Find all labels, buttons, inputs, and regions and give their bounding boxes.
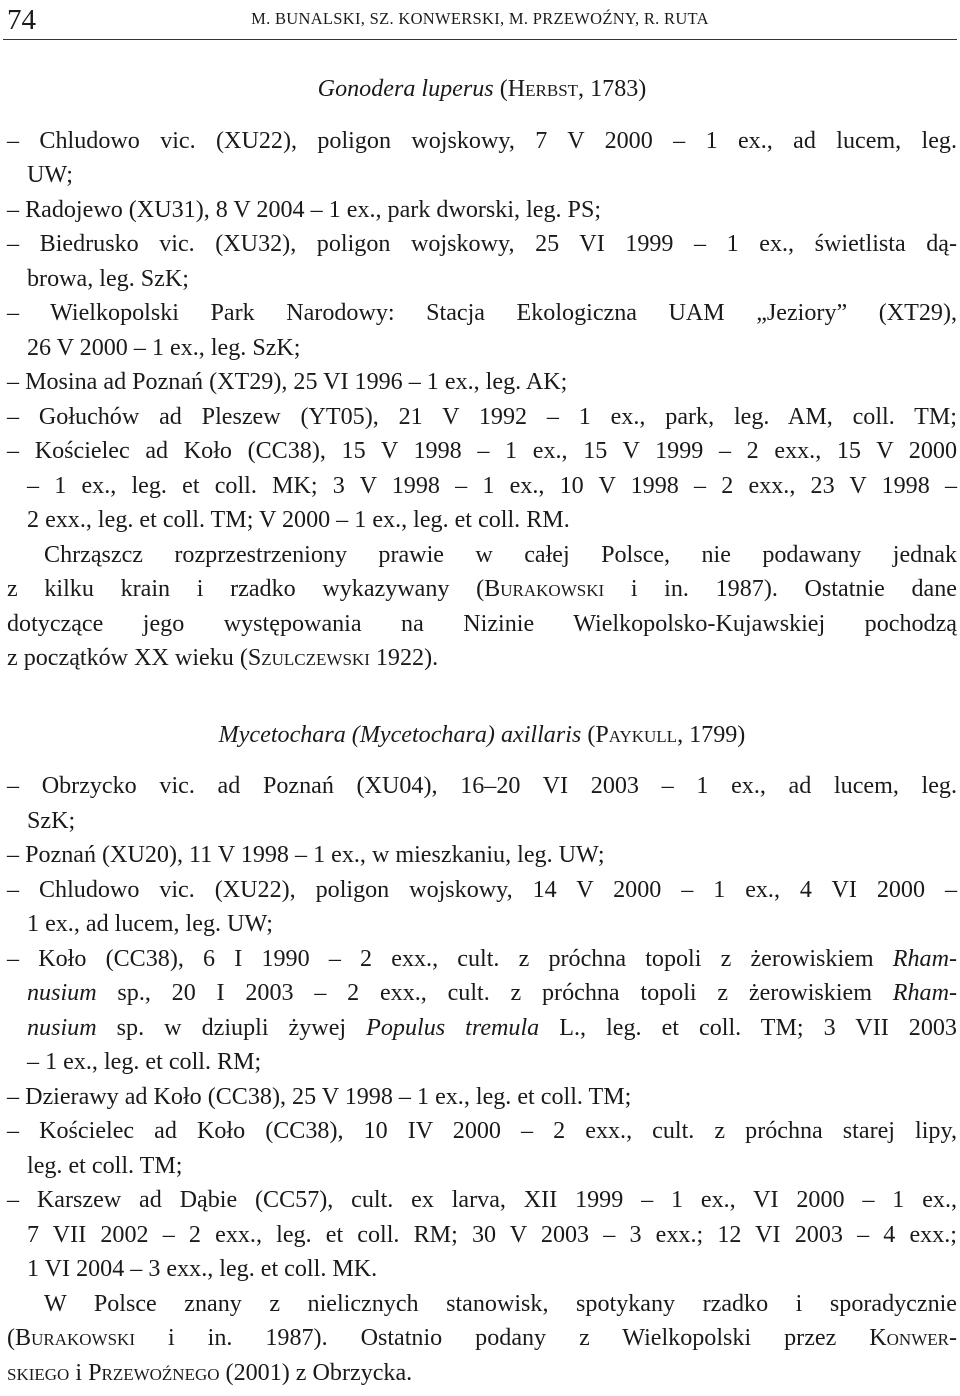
paragraph-line: z początków XX wieku (Szulczewski 1922).	[7, 645, 439, 671]
species-heading: Gonodera luperus (Herbst, 1783)	[317, 76, 647, 102]
record-line: 26 V 2000 – 1 ex., leg. SzK;	[27, 335, 301, 361]
record-line: nusium sp., 20 I 2003 – 2 exx., cult. z próchna topoli z żerowiskiem Rham-	[27, 980, 957, 1006]
record-line: – Koło (CC38), 6 I 1990 – 2 exx., cult. z próchna topoli z żerowiskiem Rham-	[7, 946, 957, 972]
paragraph-line: Chrząszcz rozprzestrzeniony prawie w całej Polsce, nie podawany jednak	[44, 542, 957, 568]
record-line: UW;	[27, 162, 73, 188]
record-line: SzK;	[27, 808, 76, 834]
paragraph-line: z kilku krain i rzadko wykazywany (Burakowski i in. 1987). Ostatnie dane	[7, 576, 957, 602]
record-line: – Biedrusko vic. (XU32), poligon wojskowy, 25 VI 1999 – 1 ex., świetlista dą-	[7, 231, 957, 257]
record-line: 7 VII 2002 – 2 exx., leg. et coll. RM; 30 V 2003 – 3 exx.; 12 VI 2003 – 4 exx.;	[27, 1222, 957, 1248]
paragraph-line: (Burakowski i in. 1987). Ostatnio podany z Wielkopolski przez Konwer-	[7, 1325, 957, 1351]
running-head-authors: M. BUNALSKI, SZ. KONWERSKI, M. PRZEWOŹNY, R. RUTA	[251, 9, 709, 28]
record-line: – 1 ex., leg. et coll. MK; 3 V 1998 – 1 ex., 10 V 1998 – 2 exx., 23 V 1998 –	[27, 473, 957, 499]
paragraph-line: dotyczące jego występowania na Nizinie Wielkopolsko-Kujawskiej pochodzą	[7, 611, 957, 637]
record-line: 1 VI 2004 – 3 exx., leg. et coll. MK.	[27, 1256, 378, 1282]
record-line: leg. et coll. TM;	[27, 1153, 183, 1179]
record-line: – Kościelec ad Koło (CC38), 10 IV 2000 – 2 exx., cult. z próchna starej lipy,	[7, 1118, 957, 1144]
record-line: – Dzierawy ad Koło (CC38), 25 V 1998 – 1 ex., leg. et coll. TM;	[7, 1084, 632, 1110]
page-number: 74	[7, 4, 36, 36]
header-rule	[3, 39, 957, 40]
record-line: browa, leg. SzK;	[27, 266, 189, 292]
record-line: – 1 ex., leg. et coll. RM;	[27, 1049, 262, 1075]
record-line: – Mosina ad Poznań (XT29), 25 VI 1996 – 1 ex., leg. AK;	[7, 369, 568, 395]
page-header	[0, 0, 960, 40]
record-line: – Kościelec ad Koło (CC38), 15 V 1998 – 1 ex., 15 V 1999 – 2 exx., 15 V 2000	[7, 438, 957, 464]
species-heading: Mycetochara (Mycetochara) axillaris (Paykull, 1799)	[218, 722, 746, 748]
record-line: 2 exx., leg. et coll. TM; V 2000 – 1 ex., leg. et coll. RM.	[27, 507, 570, 533]
record-line: 1 ex., ad lucem, leg. UW;	[27, 911, 273, 937]
record-line: – Radojewo (XU31), 8 V 2004 – 1 ex., park dworski, leg. PS;	[7, 197, 602, 223]
record-line: – Karszew ad Dąbie (CC57), cult. ex larva, XII 1999 – 1 ex., VI 2000 – 1 ex.,	[7, 1187, 957, 1213]
record-line: – Poznań (XU20), 11 V 1998 – 1 ex., w mieszkaniu, leg. UW;	[7, 842, 605, 868]
record-line: – Gołuchów ad Pleszew (YT05), 21 V 1992 – 1 ex., park, leg. AM, coll. TM;	[7, 404, 957, 430]
record-line: nusium sp. w dziupli żywej Populus tremula L., leg. et coll. TM; 3 VII 2003	[27, 1015, 957, 1041]
record-line: – Chludowo vic. (XU22), poligon wojskowy, 14 V 2000 – 1 ex., 4 VI 2000 –	[7, 877, 957, 903]
paragraph-line: W Polsce znany z nielicznych stanowisk, spotykany rzadko i sporadycznie	[44, 1291, 957, 1317]
record-line: – Chludowo vic. (XU22), poligon wojskowy, 7 V 2000 – 1 ex., ad lucem, leg.	[7, 128, 957, 154]
record-line: – Obrzycko vic. ad Poznań (XU04), 16–20 VI 2003 – 1 ex., ad lucem, leg.	[7, 773, 957, 799]
record-line: – Wielkopolski Park Narodowy: Stacja Ekologiczna UAM „Jeziory” (XT29),	[7, 300, 957, 326]
paragraph-line: skiego i Przewoźnego (2001) z Obrzycka.	[7, 1360, 413, 1386]
